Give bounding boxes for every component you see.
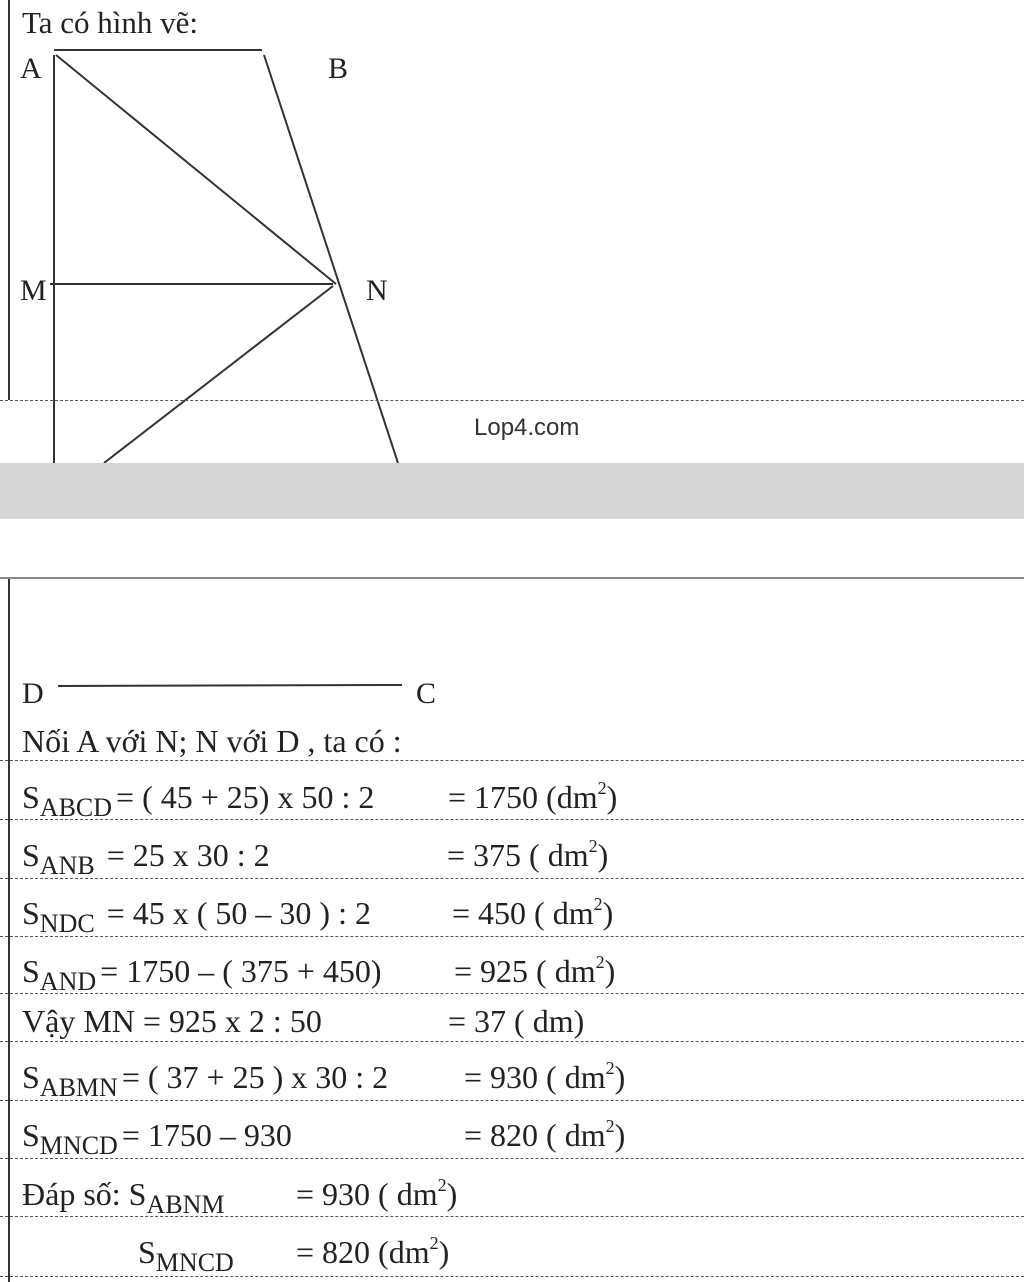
row-expression: = 1750 – ( 375 + 450) xyxy=(100,953,382,989)
point-label-N: N xyxy=(366,274,388,307)
row-prefix: S xyxy=(138,1234,156,1270)
row-result xyxy=(296,1174,457,1214)
row-result xyxy=(448,1001,584,1041)
row-subscript: ABNM xyxy=(146,1190,225,1219)
page-footer: Lop4.com xyxy=(474,414,580,441)
row-divider xyxy=(0,993,1024,994)
segment-ND xyxy=(104,286,333,463)
row-divider xyxy=(0,1216,1024,1217)
segment-AN xyxy=(56,55,336,284)
row-prefix: S xyxy=(22,1117,40,1153)
trapezoid-figure xyxy=(0,0,1024,463)
calc-row-mncd xyxy=(22,1115,626,1160)
row-close: ) xyxy=(604,953,616,989)
row-prefix: S xyxy=(22,1059,40,1095)
row-divider xyxy=(0,1276,1024,1277)
row-close: ) xyxy=(446,1176,458,1212)
row-superscript: 2 xyxy=(588,836,598,856)
row-result xyxy=(447,835,608,875)
row-result xyxy=(448,777,617,817)
row-subscript: ABMN xyxy=(39,1073,118,1102)
row-result-value: = 450 ( dm xyxy=(452,895,594,931)
row-result-value: = 37 ( dm) xyxy=(448,1003,585,1039)
row-prefix: Vậy MN = 925 x 2 : 50 xyxy=(22,1003,322,1039)
row-result-value: = 930 ( dm xyxy=(464,1059,606,1095)
row-close: ) xyxy=(597,837,609,873)
row-prefix: Đáp số: S xyxy=(22,1176,147,1212)
row-divider xyxy=(0,878,1024,879)
point-label-B: B xyxy=(328,52,349,85)
row-subscript: AND xyxy=(39,967,97,996)
row-subscript: NDC xyxy=(39,909,95,938)
row-prefix: S xyxy=(22,953,40,989)
answer-row-abnm xyxy=(22,1174,458,1219)
row-divider xyxy=(0,760,1024,761)
calc-row-abmn xyxy=(22,1057,626,1102)
row-superscript: 2 xyxy=(605,1058,615,1078)
connect-statement: Nối A với N; N với D , ta có : xyxy=(22,723,402,759)
row-subscript: MNCD xyxy=(155,1248,234,1277)
row-result xyxy=(296,1232,449,1272)
document-page-1 xyxy=(0,0,1024,463)
answer-row-mncd xyxy=(138,1232,450,1277)
row-superscript: 2 xyxy=(429,1233,439,1253)
figure-heading: Ta có hình vẽ: xyxy=(22,5,199,40)
row-expression: = 45 x ( 50 – 30 ) : 2 xyxy=(106,895,371,931)
row-prefix: S xyxy=(22,779,40,815)
row-close: ) xyxy=(602,895,614,931)
row-result-value: = 375 ( dm xyxy=(447,837,589,873)
calc-row-mn xyxy=(22,1001,585,1041)
page-gap xyxy=(0,463,1024,577)
point-label-C: C xyxy=(416,677,437,710)
point-label-A: A xyxy=(20,52,42,85)
row-result xyxy=(464,1115,625,1155)
row-result-value: = 820 (dm xyxy=(296,1234,430,1270)
row-close: ) xyxy=(606,779,618,815)
row-divider xyxy=(0,819,1024,820)
segment-DC xyxy=(58,685,402,686)
row-close: ) xyxy=(438,1234,450,1270)
row-result-value: = 925 ( dm xyxy=(454,953,596,989)
row-expression: = 25 x 30 : 2 xyxy=(106,837,270,873)
row-divider xyxy=(0,1158,1024,1159)
document-page-2 xyxy=(0,577,1024,1282)
row-result-value: = 820 ( dm xyxy=(464,1117,606,1153)
row-superscript: 2 xyxy=(597,778,607,798)
row-result-value: = 1750 (dm xyxy=(448,779,598,815)
row-expression: = ( 45 + 25) x 50 : 2 xyxy=(116,779,375,815)
calc-row-abcd xyxy=(22,777,618,822)
row-superscript: 2 xyxy=(595,952,605,972)
row-subscript: MNCD xyxy=(39,1131,118,1160)
row-superscript: 2 xyxy=(593,894,603,914)
row-prefix: S xyxy=(22,895,40,931)
page-gap-bar xyxy=(0,463,1024,519)
row-expression: = 1750 – 930 xyxy=(121,1117,292,1153)
row-divider xyxy=(0,936,1024,937)
row-divider xyxy=(0,1100,1024,1101)
row-superscript: 2 xyxy=(437,1175,447,1195)
segment-BC xyxy=(264,52,398,463)
point-label-M: M xyxy=(20,274,47,307)
row-divider xyxy=(0,1041,1024,1042)
calc-row-ndc xyxy=(22,893,614,938)
calc-row-anb xyxy=(22,835,609,880)
row-subscript: ANB xyxy=(39,851,95,880)
row-result xyxy=(454,951,615,991)
row-subscript: ABCD xyxy=(39,793,113,822)
row-close: ) xyxy=(614,1059,626,1095)
row-superscript: 2 xyxy=(605,1116,615,1136)
footer-divider xyxy=(0,400,1024,401)
row-expression: = ( 37 + 25 ) x 30 : 2 xyxy=(121,1059,389,1095)
row-prefix: S xyxy=(22,837,40,873)
row-result xyxy=(452,893,613,933)
row-result xyxy=(464,1057,625,1097)
base-segment-figure xyxy=(0,579,1024,719)
calc-row-and xyxy=(22,951,616,996)
row-close: ) xyxy=(614,1117,626,1153)
row-result-value: = 930 ( dm xyxy=(296,1176,438,1212)
point-label-D: D xyxy=(22,677,44,710)
